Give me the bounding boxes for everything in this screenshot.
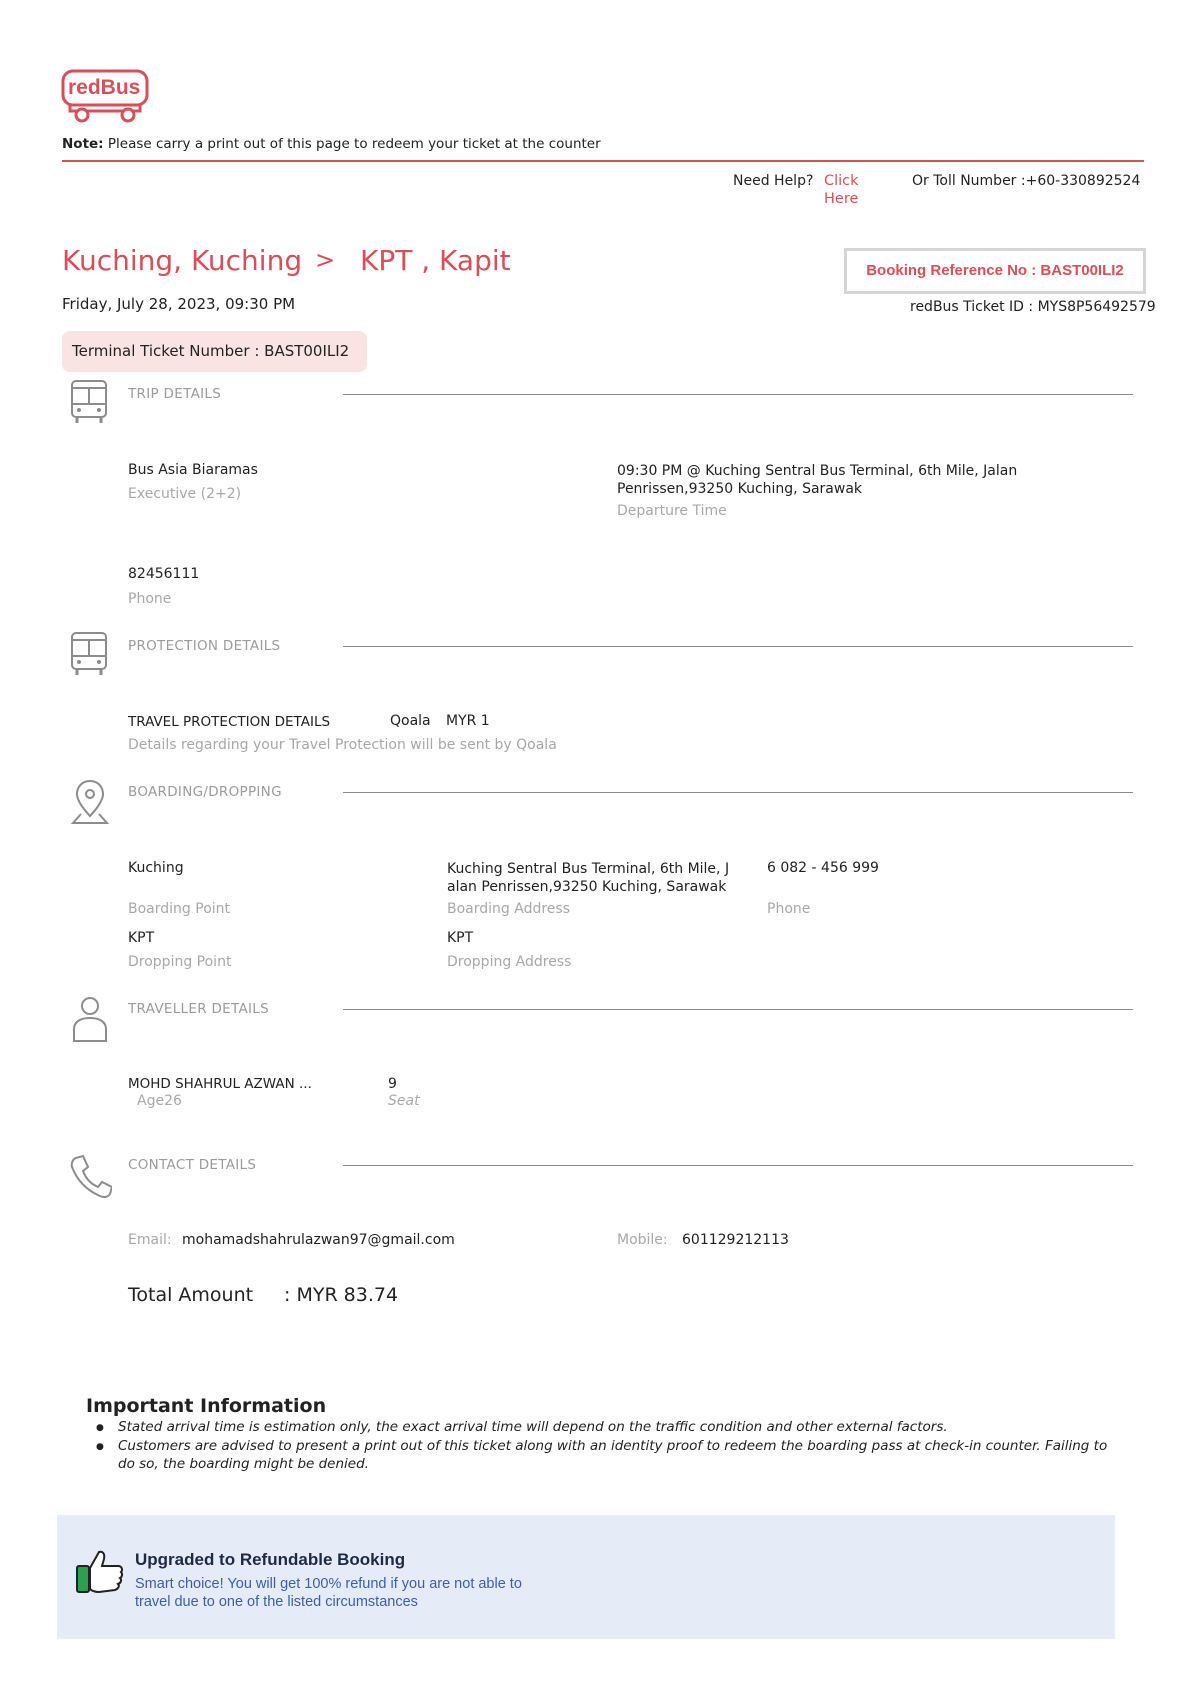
thumbs-up-icon: [75, 1549, 125, 1595]
protection-section-rule: [343, 646, 1133, 647]
note-label: Note:: [62, 136, 104, 152]
total-amount-label: Total Amount: [128, 1284, 254, 1306]
mobile-label: Mobile:: [617, 1232, 668, 1248]
contact-section-label: CONTACT DETAILS: [128, 1157, 257, 1173]
departure-line1: 09:30 PM @ Kuching Sentral Bus Terminal, 6th Mile, Jalan: [617, 463, 1018, 479]
toll-number: Or Toll Number :+60-330892524: [912, 173, 1141, 189]
operator-phone: 82456111: [128, 566, 200, 582]
important-info-title: Important Information: [86, 1395, 327, 1417]
bus-icon: [68, 630, 112, 678]
mobile-value: 601129212113: [682, 1232, 789, 1248]
protection-title: TRAVEL PROTECTION DETAILS: [128, 714, 331, 730]
boarding-address-caption: Boarding Address: [447, 901, 570, 917]
person-icon: [68, 995, 112, 1043]
protection-amount: MYR 1: [446, 713, 490, 729]
traveller-section-rule: [343, 1009, 1133, 1010]
total-amount-value: : MYR 83.74: [284, 1284, 399, 1306]
boarding-phone: 6 082 - 456 999: [767, 860, 879, 876]
dropping-address-caption: Dropping Address: [447, 954, 572, 970]
route-from: Kuching, Kuching: [62, 244, 303, 277]
email-value: mohamadshahrulazwan97@gmail.com: [182, 1232, 455, 1248]
need-help-label: Need Help?: [733, 173, 814, 189]
redbus-ticket-id: redBus Ticket ID : MYS8P56492579: [910, 299, 1156, 315]
boarding-address: [447, 860, 729, 896]
bus-icon: [68, 378, 112, 426]
location-pin-icon: [68, 778, 112, 826]
boarding-address-line1: Kuching Sentral Bus Terminal, 6th Mile, J: [447, 861, 730, 877]
journey-datetime: Friday, July 28, 2023, 09:30 PM: [62, 295, 296, 313]
logo-text: redBus: [68, 76, 141, 99]
traveller-name: MOHD SHAHRUL AZWAN ...: [128, 1076, 312, 1092]
bus-type: Executive (2+2): [128, 486, 242, 502]
boarding-point-caption: Boarding Point: [128, 901, 231, 917]
departure-line2: Penrissen,93250 Kuching, Sarawak: [617, 481, 862, 497]
trip-section-label: TRIP DETAILS: [128, 386, 222, 402]
bus-operator: Bus Asia Biaramas: [128, 462, 258, 478]
click-here-line2: Here: [824, 191, 859, 207]
contact-section-rule: [343, 1165, 1133, 1166]
print-note: [62, 136, 601, 152]
dropping-point: KPT: [128, 930, 155, 946]
email-label: Email:: [128, 1232, 172, 1248]
traveller-seat-caption: Seat: [388, 1093, 420, 1109]
traveller-seat: 9: [388, 1076, 397, 1092]
departure-caption: Departure Time: [617, 503, 727, 519]
click-here-link[interactable]: [824, 172, 859, 208]
refund-description-line2: travel due to one of the listed circumstances: [135, 1594, 418, 1610]
traveller-age: Age26: [137, 1093, 182, 1109]
refund-title: Upgraded to Refundable Booking: [135, 1550, 406, 1569]
protection-provider: Qoala: [390, 713, 431, 729]
route-separator: >: [315, 246, 336, 274]
terminal-ticket-badge: Terminal Ticket Number : BAST00ILI2: [62, 331, 367, 372]
route-to: KPT , Kapit: [360, 244, 511, 277]
important-info-item: ● Customers are advised to present a print out of this ticket along with an identity proof to redeem the boarding pass at check-in counter. Failing to do so, the boarding might be denied.: [118, 1437, 1118, 1473]
boarding-point: Kuching: [128, 860, 184, 876]
redbus-logo: [60, 67, 152, 125]
booking-reference: Booking Reference No : BAST00ILI2: [844, 248, 1146, 294]
boarding-section-label: BOARDING/DROPPING: [128, 784, 282, 800]
refundable-booking-banner: [57, 1515, 1115, 1639]
trip-section-rule: [343, 394, 1133, 395]
protection-caption: Details regarding your Travel Protection will be sent by Qoala: [128, 737, 557, 753]
dropping-point-caption: Dropping Point: [128, 954, 232, 970]
phone-icon: [68, 1152, 112, 1200]
operator-phone-caption: Phone: [128, 591, 172, 607]
refund-description-line1: Smart choice! You will get 100% refund if you are not able to: [135, 1576, 522, 1592]
boarding-address-line2: alan Penrissen,93250 Kuching, Sarawak: [447, 879, 727, 895]
protection-section-label: PROTECTION DETAILS: [128, 638, 281, 654]
boarding-section-rule: [343, 792, 1133, 793]
traveller-section-label: TRAVELLER DETAILS: [128, 1001, 269, 1017]
boarding-phone-caption: Phone: [767, 901, 811, 917]
dropping-address: KPT: [447, 930, 474, 946]
click-here-line1: Click: [824, 173, 859, 189]
header-divider: [62, 160, 1144, 162]
important-info-list: [118, 1418, 1118, 1474]
refund-description: [135, 1575, 522, 1611]
departure-info: [617, 462, 1017, 498]
note-text: Please carry a print out of this page to redeem your ticket at the counter: [107, 136, 601, 152]
important-info-item: ● Stated arrival time is estimation only, the exact arrival time will depend on the traffic condition and other external factors.: [118, 1418, 1118, 1436]
